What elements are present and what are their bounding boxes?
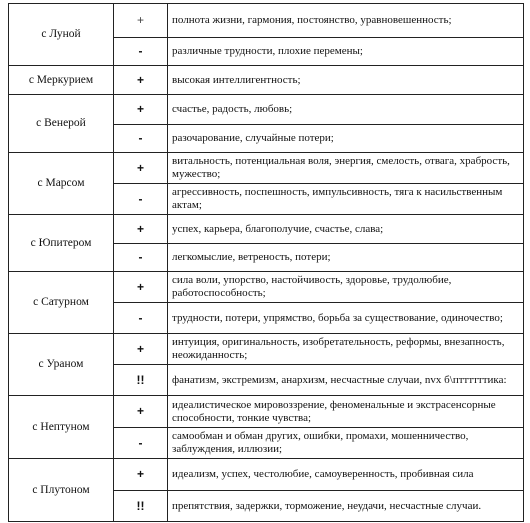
planet-pluto: с Плутоном [9, 459, 114, 522]
sign-negative: - [114, 244, 168, 272]
planet-jupiter: с Юпитером [9, 215, 114, 272]
sign-positive: + [114, 153, 168, 184]
table-row [9, 459, 524, 491]
aspects-table-page [8, 3, 524, 522]
description-cell: витальность, потенциальная воля, энергия, смелость, отвага, храбрость, мужество; [168, 153, 524, 184]
description-cell: идеализм, успех, честолюбие, самоуверенность, пробивная сила [168, 459, 524, 491]
description-cell: агрессивность, поспешность, импульсивность, тяга к насильственным актам; [168, 184, 524, 215]
table-row [9, 396, 524, 428]
sign-negative: - [114, 38, 168, 66]
description-cell: различные трудности, плохие перемены; [168, 38, 524, 66]
description-cell: высокая интеллигентность; [168, 66, 524, 95]
sign-positive: + [114, 4, 168, 38]
description-cell: сила воли, упорство, настойчивость, здоровье, трудолюбие, работоспособность; [168, 272, 524, 303]
description-cell: фанатизм, экстремизм, анархизм, несчастные случаи, nvx б\пттттттика: [168, 365, 524, 396]
sign-positive: + [114, 66, 168, 95]
planet-saturn: с Сатурном [9, 272, 114, 334]
planet-mars: с Марсом [9, 153, 114, 215]
sign-positive: + [114, 396, 168, 428]
sign-positive: + [114, 95, 168, 125]
description-cell: легкомыслие, ветреность, потери; [168, 244, 524, 272]
description-cell: успех, карьера, благополучие, счастье, слава; [168, 215, 524, 244]
planet-neptune: с Нептуном [9, 396, 114, 459]
planet-moon: с Луной [9, 4, 114, 66]
sign-positive: + [114, 459, 168, 491]
description-cell: препятствия, задержки, торможение, неудачи, несчастные случаи. [168, 491, 524, 522]
planet-uranus: с Ураном [9, 334, 114, 396]
description-cell: самообман и обман других, ошибки, промахи, мошенничество, заблуждения, иллюзии; [168, 428, 524, 459]
sign-positive: + [114, 272, 168, 303]
description-cell: полнота жизни, гармония, постоянство, уравновешенность; [168, 4, 524, 38]
table-row [9, 95, 524, 125]
description-cell: трудности, потери, упрямство, борьба за существование, одиночество; [168, 303, 524, 334]
sign-positive: + [114, 215, 168, 244]
table-row [9, 4, 524, 38]
description-cell: разочарование, случайные потери; [168, 125, 524, 153]
planet-mercury: с Меркурием [9, 66, 114, 95]
table-row [9, 215, 524, 244]
sign-negative: - [114, 125, 168, 153]
description-cell: идеалистическое мировоззрение, феноменальные и экстрасенсорные способности, тонкие чувства; [168, 396, 524, 428]
table-row [9, 153, 524, 184]
sign-warning: !! [114, 491, 168, 522]
sign-positive: + [114, 334, 168, 365]
sign-negative: - [114, 303, 168, 334]
description-cell: интуиция, оригинальность, изобретательность, реформы, внезапность, неожиданность; [168, 334, 524, 365]
planet-venus: с Венерой [9, 95, 114, 153]
sign-negative: - [114, 428, 168, 459]
sign-negative: - [114, 184, 168, 215]
table-row [9, 334, 524, 365]
table-row [9, 272, 524, 303]
aspects-table [8, 3, 524, 522]
sign-warning: !! [114, 365, 168, 396]
description-cell: счастье, радость, любовь; [168, 95, 524, 125]
table-row [9, 66, 524, 95]
